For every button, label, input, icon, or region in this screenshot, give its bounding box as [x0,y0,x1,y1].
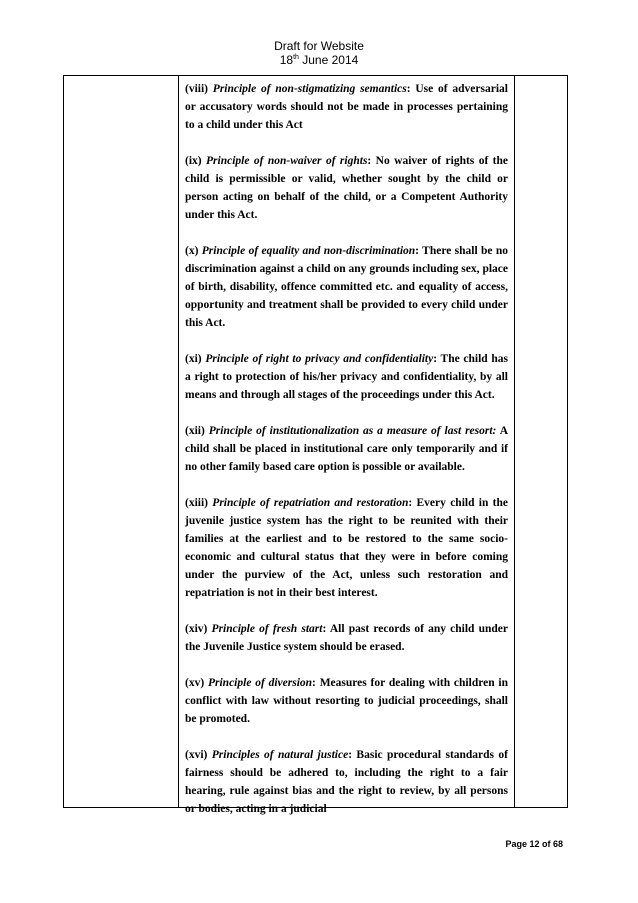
principle-separator: : [367,155,376,167]
principle-number: (xv) [185,677,205,689]
principle-viii [185,80,508,134]
principle-separator: : [322,623,330,635]
table-main-cell [179,76,513,815]
principle-xi [185,350,508,404]
principle-number: (xi) [185,353,202,365]
table-left-cell [64,76,179,807]
content-table [63,75,568,815]
principle-x [185,242,508,332]
principle-body: Basic procedural standards of fairness should be adhered to, including the right to a fair hearing, rule against bias and the right to review, by all persons or bodies, acting in a judicial [185,749,508,815]
header-date [0,53,638,67]
header-date-rest: June 2014 [298,53,359,67]
header-title: Draft for Website [274,39,364,53]
principle-number: (ix) [185,155,202,167]
table-right-cell [514,76,567,807]
principle-title: Principle of non-waiver of rights [206,155,368,167]
principle-body: The child has a right to protection of his/her privacy and confidentiality, by all means and through all stages of the proceedings under this Act. [185,353,509,401]
principle-number: (x) [185,245,199,257]
page-header [0,39,638,67]
principle-separator: : [415,245,423,257]
principle-xii [185,422,508,476]
principle-title: Principle of equality and non-discrimination [201,245,416,257]
principle-body: No waiver of rights of the child is permissible or valid, whether sought by the child or person acting on behalf of the child, or a Competent Authority under this Act. [185,155,509,221]
header-date-day: 18 [279,53,294,67]
principle-number: (xiii) [185,497,208,509]
principle-title: Principle of repatriation and restoration [212,497,409,509]
principle-body: Every child in the juvenile justice system has the right to be reunited with their families at the earliest and to be restored to the same socio- economic and cultural status that they were in before coming under the purview of the Act, unless such restoration and repatriation is not in their best interest. [185,497,508,599]
principle-title: Principle of fresh start [211,623,323,635]
principle-number: (viii) [185,83,208,95]
principle-separator: : [408,497,417,509]
principle-xiii [185,494,508,602]
principle-body: Use of adversarial or accusatory words should not be made in processes pertaining to a child under this Act [185,83,508,131]
principle-ix [185,152,508,224]
principle-xiv [185,620,508,656]
principle-xvi [185,746,508,818]
principle-body: There shall be no discrimination against a child on any grounds including sex, place of birth, disability, offence committed etc. and equality of access, opportunity and treatment shall be provided to every child under this Act. [185,245,509,329]
principle-number: (xii) [185,425,205,437]
principle-title: Principle of institutionalization as a measure of last resort: [208,425,497,437]
principle-separator: : [406,83,416,95]
principle-title: Principles of natural justice [211,749,349,761]
principle-body: All past records of any child under the Juvenile Justice system should be erased. [185,623,509,653]
principle-number: (xiv) [185,623,208,635]
page-number: Page 12 of 68 [505,839,563,849]
principle-separator: : [433,353,441,365]
principle-body: A child shall be placed in institutional care only temporarily and if no other family based care option is possible or available. [185,425,509,473]
principle-body: Measures for dealing with children in conflict with law without resorting to judicial proceedings, shall be promoted. [185,677,508,725]
principle-xv [185,674,508,728]
principle-number: (xvi) [185,749,208,761]
principle-separator: : [312,677,320,689]
principle-title: Principle of non-stigmatizing semantics [212,83,407,95]
principle-title: Principle of right to privacy and confidentiality [205,353,434,365]
header-date-suffix: th [293,54,299,61]
principle-title: Principle of diversion [207,677,313,689]
principle-separator: : [348,749,357,761]
